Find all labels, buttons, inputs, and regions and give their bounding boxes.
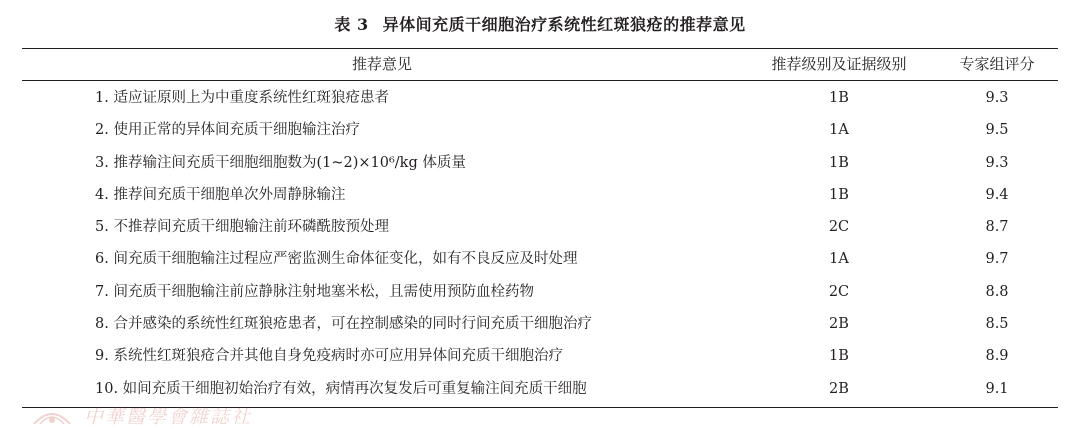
recommendation-cell: 4. 推荐间充质干细胞单次外周静脉输注 <box>95 186 346 203</box>
table-caption <box>0 12 1080 35</box>
table-body <box>22 82 1058 405</box>
header-score: 专家组评分 <box>959 55 1035 73</box>
table-title: 异体间充质干细胞治疗系统性红斑狼疮的推荐意见 <box>382 15 746 34</box>
recommendation-cell: 6. 间充质干细胞输注过程应严密监测生命体征变化，如有不良反应及时处理 <box>95 251 578 268</box>
grade-cell: 1B <box>829 154 849 171</box>
score-cell: 9.7 <box>985 251 1009 268</box>
grade-cell: 2B <box>829 316 849 333</box>
grade-cell: 2C <box>828 283 850 300</box>
score-cell: 9.4 <box>985 186 1009 203</box>
recommendation-cell: 9. 系统性红斑狼疮合并其他自身免疫病时亦可应用异体间充质干细胞治疗 <box>95 348 563 365</box>
recommendation-cell: 3. 推荐输注间充质干细胞细胞数为(1~2)×10⁶/kg 体质量 <box>95 154 466 171</box>
score-cell: 9.3 <box>985 90 1009 106</box>
watermark-text: 中華醫學會雜誌社 <box>84 406 253 428</box>
publisher-logo-icon <box>30 404 74 428</box>
table-row <box>22 179 1058 211</box>
recommendation-cell: 2. 使用正常的异体间充质干细胞输注治疗 <box>95 122 360 139</box>
score-cell: 8.8 <box>985 283 1009 300</box>
grade-cell: 1B <box>829 186 849 203</box>
table-row <box>22 276 1058 308</box>
recommendation-cell: 1. 适应证原则上为中重度系统性红斑狼疮患者 <box>95 90 389 106</box>
grade-cell: 1A <box>829 122 849 139</box>
recommendation-cell: 7. 间充质干细胞输注前应静脉注射地塞米松，且需使用预防血栓药物 <box>95 283 534 300</box>
grade-cell: 2B <box>829 380 849 397</box>
recommendation-cell: 5. 不推荐间充质干细胞输注前环磷酰胺预处理 <box>95 219 389 236</box>
score-cell: 9.5 <box>985 122 1009 139</box>
watermark <box>30 402 252 429</box>
score-cell: 8.9 <box>985 348 1009 365</box>
table-row <box>22 308 1058 340</box>
table-row <box>22 114 1058 146</box>
recommendation-cell: 10. 如间充质干细胞初始治疗有效，病情再次复发后可重复输注间充质干细胞 <box>95 380 587 397</box>
score-cell: 8.5 <box>985 316 1009 333</box>
grade-cell: 1A <box>829 251 849 268</box>
header-grade: 推荐级别及证据级别 <box>771 55 907 73</box>
grade-cell: 1B <box>829 90 849 106</box>
table-label: 表 3 <box>334 15 369 34</box>
grade-cell: 2C <box>828 219 850 236</box>
recommendation-cell: 8. 合并感染的系统性红斑狼疮患者，可在控制感染的同时行间充质干细胞治疗 <box>95 316 592 333</box>
table-row <box>22 340 1058 372</box>
score-cell: 8.7 <box>985 219 1009 236</box>
table-row <box>22 211 1058 243</box>
score-cell: 9.1 <box>985 380 1009 397</box>
table-row <box>22 147 1058 179</box>
table-row <box>22 82 1058 114</box>
table-row <box>22 243 1058 275</box>
grade-cell: 1B <box>829 348 849 365</box>
score-cell: 9.3 <box>985 154 1009 171</box>
table-header-rule <box>22 80 1058 81</box>
table-row <box>22 373 1058 405</box>
header-recommendation: 推荐意见 <box>351 55 412 73</box>
